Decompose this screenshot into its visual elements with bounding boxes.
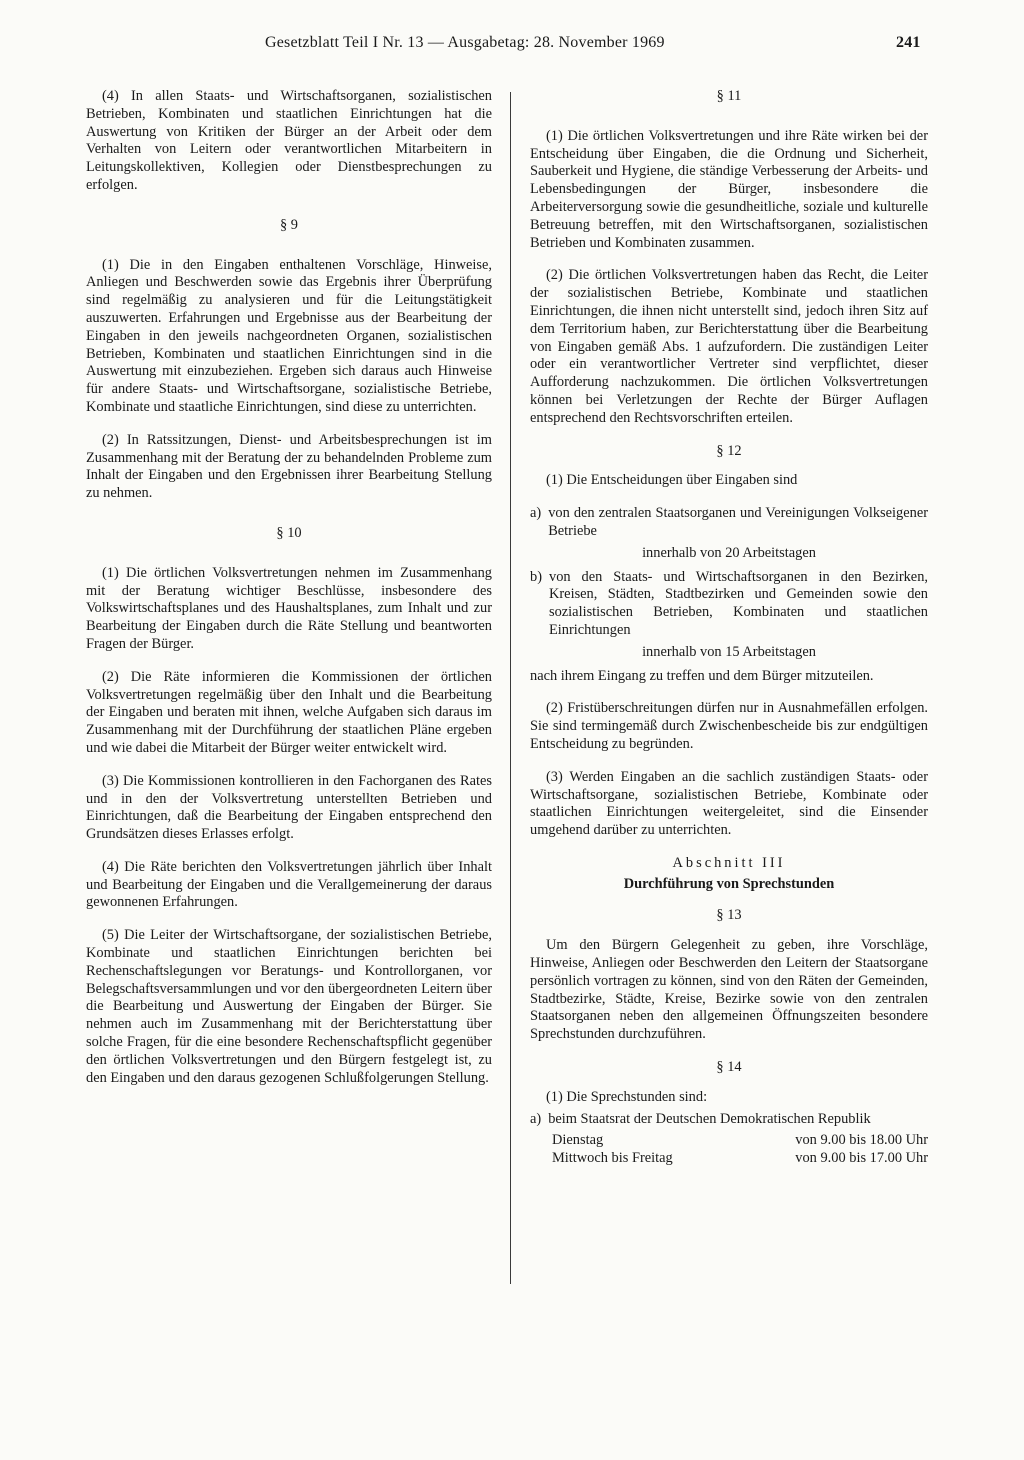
- paragraph-11-2: (2) Die örtlichen Volksvertretungen haben das Recht, die Leiter der sozialistischen Betriebe, Kombinate und staatlichen Einrichtungen, die ihnen nicht unterstellt sind, jedoch ihren Sitz auf dem Territorium haben, zur Berichterstattung über die Bearbeitung von Eingaben gemäß Abs. 1 aufzufordern. Die zuständigen Leiter oder ein verantwortlicher Vertreter sind verpflichtet, dieser Aufforderung nachzukommen. Die örtlichen Volksvertretungen können bei Verletzungen der Rechte der Bürger Auflagen entsprechend den Rechtsvorschriften erteilen.: [530, 267, 928, 426]
- paragraph-10-3: (3) Die Kommissionen kontrollieren in den Fachorganen des Rates und in den der Volksvertretung unterstellten Betrieben und Einrichtungen, daß die Bearbeitung der Eingaben entsprechend den Grundsätzen dieses Erlasses erfolgt.: [86, 772, 492, 843]
- paragraph-10-5: (5) Die Leiter der Wirtschaftsorgane, der sozialistischen Betriebe, Kombinate und staatlichen Einrichtungen berichten bei Rechenschaftslegungen vor Beratungs- und Kontrollorganen, vor Belegschaftsversammlungen und vor den übergeordneten Leitern über die Bearbeitung und Auswertung der Eingaben der Bürger. Sie nehmen auch im Zusammenhang mit der Berichterstattung über solche Fragen, für die eine besondere Rechenschaftspflicht gegenüber den örtlichen Volksvertretungen und den Bürgern festgelegt ist, zu den Eingaben und den daraus gezogenen Schlußfolgerungen Stellung.: [86, 927, 492, 1086]
- page-header: [0, 34, 1024, 58]
- right-column: [530, 88, 928, 1168]
- section-12-heading: § 12: [716, 442, 742, 459]
- paragraph-12-1-closing: nach ihrem Eingang zu treffen und dem Bürger mitzuteilen.: [530, 667, 874, 684]
- paragraph-10-1: (1) Die örtlichen Volksvertretungen nehmen im Zusammenhang mit der Beratung wichtiger Beschlüsse, insbesondere des Volkswirtschaftsplanes und des Haushaltsplanes, zum Inhalt und zur Bearbeitung der Eingaben durch die Räte Stellung und beantworten Fragen der Bürger.: [86, 564, 492, 652]
- hours-time: von 9.00 bis 18.00 Uhr: [795, 1132, 928, 1149]
- deadline-12-b: innerhalb von 15 Arbeitstagen: [642, 643, 816, 660]
- section-13-heading: § 13: [716, 907, 742, 924]
- list-item-12-b: [530, 569, 928, 640]
- paragraph-14-1-intro: (1) Die Sprechstunden sind:: [546, 1088, 708, 1105]
- hours-day: Dienstag: [552, 1132, 604, 1149]
- abschnitt-title: Durchführung von Sprechstunden: [623, 875, 835, 892]
- paragraph-12-3: (3) Werden Eingaben an die sachlich zuständigen Staats- oder Wirtschaftsorgane, sozialistischen Betriebe, Kombinate oder staatlichen Einrichtungen weitergeleitet, sind die Einsender umgehend darüber zu unterrichten.: [530, 768, 928, 839]
- deadline-12-a: innerhalb von 20 Arbeitstagen: [642, 544, 816, 561]
- section-9-heading: § 9: [280, 216, 298, 233]
- paragraph-10-2: (2) Die Räte informieren die Kommissionen der örtlichen Volksvertretungen regelmäßig über den Inhalt und die Bearbeitung der Eingaben und beraten mit ihnen, welche Aufgaben sich daraus im Zusammenhang mit der Durchführung der staatlichen Pläne ergeben und wie dabei die Mitarbeit der Bürger weiter entwickelt wird.: [86, 668, 492, 756]
- list-item-12-a: [530, 505, 928, 541]
- list-label: b): [530, 568, 542, 585]
- paragraph-8-4: (4) In allen Staats- und Wirtschaftsorganen, sozialistischen Betrieben, Kombinaten und staatlichen Einrichtungen hat die Auswertung von Kritiken der Bürger an der Arbeit oder dem Verhalten von Leitern oder verantwortlichen Mitarbeitern in Leitungskollektiven, Kollegien oder Dienstbesprechungen zu erfolgen.: [86, 88, 492, 193]
- hours-row: [530, 1150, 928, 1168]
- list-text: von den Staats- und Wirtschaftsorganen in den Bezirken, Kreisen, Städten, Stadtbezirken und Gemeinden sowie den sozialistischen Betrieben, Kombinaten und staatlichen Einrichtungen: [549, 568, 928, 638]
- hours-day: Mittwoch bis Freitag: [552, 1150, 673, 1167]
- hours-time: von 9.00 bis 17.00 Uhr: [795, 1150, 928, 1167]
- section-10-heading: § 10: [276, 524, 302, 541]
- list-item-14-a: [530, 1111, 928, 1129]
- list-text: von den zentralen Staatsorganen und Vereinigungen Volkseigener Betriebe: [548, 505, 928, 539]
- column-divider: [510, 92, 511, 1284]
- paragraph-9-1: (1) Die in den Eingaben enthaltenen Vorschläge, Hinweise, Anliegen und Beschwerden sowie das Ergebnis ihrer Überprüfung sind regelmäßig zu analysieren und für die Leitungstätigkeit auszuwerten. Erfahrungen und Ergebnisse aus der Bearbeitung der Eingaben in den jeweils nachgeordneten Organen, sozialistischen Betrieben, Kombinaten und staatlichen Einrichtungen sind in die Auswertung mit einzubeziehen. Ergeben sich daraus auch Hinweise für andere Staats- und Wirtschaftsorgane, sozialistische Betriebe, Kombinate und staatliche Einrichtungen, sind diese zu unterrichten.: [86, 256, 492, 415]
- list-label: a): [530, 1110, 542, 1127]
- page-number: 241: [896, 34, 921, 51]
- paragraph-13: Um den Bürgern Gelegenheit zu geben, ihre Vorschläge, Hinweise, Anliegen oder Beschwerden den Leitern der Staatsorgane persönlich vortragen zu können, sind von den Räten der Gemeinden, Stadtbezirke, Städte, Kreise, Bezirke sowie von den zentralen Staatsorganen neben den allgemeinen Öffnungszeiten besondere Sprechstunden durchzuführen.: [530, 937, 928, 1043]
- list-text: beim Staatsrat der Deutschen Demokratischen Republik: [548, 1110, 871, 1127]
- hours-row: [530, 1132, 928, 1150]
- section-14-heading: § 14: [716, 1059, 742, 1076]
- paragraph-12-1-intro: (1) Die Entscheidungen über Eingaben sind: [546, 472, 798, 489]
- list-label: a): [530, 505, 542, 522]
- abschnitt-label: Abschnitt III: [672, 854, 786, 871]
- paragraph-11-1: (1) Die örtlichen Volksvertretungen und ihre Räte wirken bei der Entscheidung über Eingaben, die die Ordnung und Sicherheit, Sauberkeit und Hygiene, die ständige Verbesserung der Arbeits- und Lebensbedingungen der Bürger, insbesondere die Arbeiterversorgung sowie die gesundheitliche, soziale und kulturelle Betreuung betreffen, mit den Wirtschaftsorganen, sozialistischen Betrieben und Kombinaten zusammen.: [530, 127, 928, 251]
- left-column: [86, 88, 492, 1102]
- gazette-title: Gesetzblatt Teil I Nr. 13 — Ausgabetag: 28. November 1969: [265, 34, 665, 51]
- section-11-heading: § 11: [716, 88, 742, 104]
- paragraph-12-2: (2) Fristüberschreitungen dürfen nur in Ausnahmefällen erfolgen. Sie sind termingemäß durch Zwischenbescheide bis zur endgültigen Entscheidung zu begründen.: [530, 700, 928, 752]
- paragraph-9-2: (2) In Ratssitzungen, Dienst- und Arbeitsbesprechungen ist im Zusammenhang mit der Beratung der zu behandelnden Probleme zum Inhalt der Eingaben und den Ergebnissen ihrer Bearbeitung Stellung zu nehmen.: [86, 431, 492, 502]
- paragraph-10-4: (4) Die Räte berichten den Volksvertretungen jährlich über Inhalt und Bearbeitung der Eingaben und die Verallgemeinerung der daraus gewonnenen Erfahrungen.: [86, 858, 492, 911]
